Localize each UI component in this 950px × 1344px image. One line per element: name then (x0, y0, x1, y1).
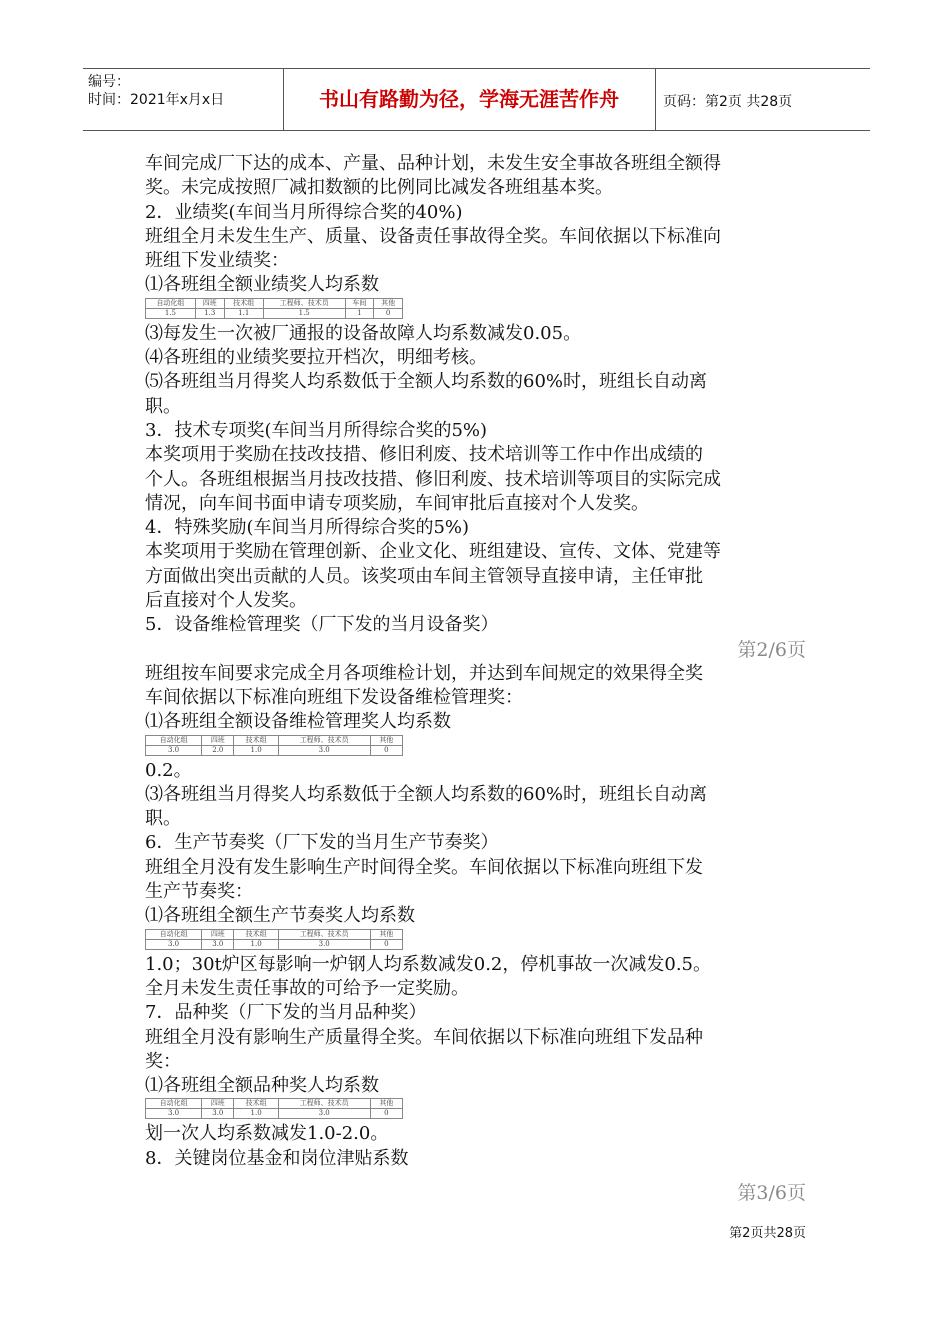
table-cell: 3.0 (278, 1109, 370, 1119)
table-cell: 自动化组 (146, 1099, 202, 1109)
table-cell: 四班 (195, 298, 224, 308)
list-item: ⑴各班组全额设备维检管理奖人均系数 (145, 711, 451, 733)
table-cell: 工程师、技术员 (278, 735, 370, 745)
page-footer: 第2页共28页 (729, 1226, 806, 1241)
text-line: 1.0；30t炉区每影响一炉钢人均系数减发0.2，停机事故一次减发0.5。 (145, 953, 712, 975)
table-header-row (146, 1099, 403, 1109)
table-cell: 工程师、技术员 (278, 929, 370, 939)
table-cell: 技术组 (234, 735, 278, 745)
header-page-label: 页码：第2页 共28页 (663, 94, 793, 110)
table-cell: 其他 (370, 735, 402, 745)
text-line: 方面做出突出贡献的人员。该奖项由车间主管领导直接申请，主任审批 (145, 565, 703, 587)
text-line: 奖： (145, 1050, 181, 1072)
table-row (146, 939, 403, 949)
section-heading: 5．设备维检管理奖（厂下发的当月设备奖） (145, 614, 499, 636)
list-item: ⑷各班组的业绩奖要拉开档次，明细考核。 (145, 347, 487, 369)
text-line: 0.2。 (145, 759, 192, 781)
table-cell: 四班 (202, 735, 234, 745)
doc-date-label: 时间：2021年x月x日 (88, 92, 225, 108)
table-header-row (146, 298, 403, 308)
table-cell: 3.0 (202, 1109, 234, 1119)
text-line: 情况，向车间书面申请专项奖励，车间审批后直接对个人发奖。 (145, 492, 649, 514)
table-row (146, 1109, 403, 1119)
table-cell: 1.5 (146, 308, 196, 318)
text-line: 生产节奏奖： (145, 881, 253, 903)
text-line: 划一次人均系数减发1.0-2.0。 (145, 1123, 389, 1145)
text-line: 后直接对个人发奖。 (145, 590, 307, 612)
section-heading: 7．品种奖（厂下发的当月品种奖） (145, 1002, 427, 1024)
coefficient-table-rhythm (145, 929, 403, 950)
list-item: ⑶每发生一次被厂通报的设备故障人均系数减发0.05。 (145, 322, 582, 344)
table-cell: 3.0 (146, 939, 202, 949)
table-cell: 1.3 (195, 308, 224, 318)
text-line: 车间依据以下标准向班组下发设备维检管理奖： (145, 686, 523, 708)
table-cell: 3.0 (146, 1109, 202, 1119)
table-cell: 1.5 (263, 308, 345, 318)
table-cell: 四班 (202, 929, 234, 939)
text-line: 职。 (145, 395, 181, 417)
table-cell: 技术组 (234, 1099, 278, 1109)
list-item: ⑴各班组全额品种奖人均系数 (145, 1075, 379, 1097)
table-cell: 1.1 (224, 308, 263, 318)
text-line: 全月未发生责任事故的可给予一定奖励。 (145, 977, 469, 999)
table-header-row (146, 735, 403, 745)
table-cell: 技术组 (224, 298, 263, 308)
text-line: 奖。未完成按照厂减扣数额的比例同比减发各班组基本奖。 (145, 177, 613, 199)
table-cell: 自动化组 (146, 298, 196, 308)
table-cell: 1.0 (234, 1109, 278, 1119)
text-line: 班组全月没有影响生产质量得全奖。车间依据以下标准向班组下发品种 (145, 1026, 703, 1048)
section-heading: 6．生产节奏奖（厂下发的当月生产节奏奖） (145, 832, 499, 854)
table-cell: 0 (370, 745, 402, 755)
table-cell: 其他 (370, 1099, 402, 1109)
table-row (146, 745, 403, 755)
doc-number-label: 编号： (88, 74, 130, 90)
inner-page-marker: 第3/6页 (737, 1181, 806, 1204)
coefficient-table-variety (145, 1098, 403, 1119)
list-item: ⑴各班组全额业绩奖人均系数 (145, 274, 379, 296)
header-meta (83, 69, 284, 130)
page-header (83, 68, 870, 131)
text-line: 车间完成厂下达的成本、产量、品种计划，未发生安全事故各班组全额得 (145, 153, 721, 174)
table-cell: 3.0 (202, 939, 234, 949)
table-cell: 工程师、技术员 (263, 298, 345, 308)
section-heading: 4．特殊奖励(车间当月所得综合奖的5%) (145, 517, 470, 539)
header-motto: 书山有路勤为径，学海无涯苦作舟 (283, 69, 656, 130)
table-cell: 2.0 (202, 745, 234, 755)
table-cell: 3.0 (278, 939, 370, 949)
coefficient-table-maintenance (145, 735, 403, 756)
inner-page-marker: 第2/6页 (737, 638, 806, 661)
table-cell: 1.0 (234, 939, 278, 949)
table-cell: 0 (374, 308, 403, 318)
table-cell: 工程师、技术员 (278, 1099, 370, 1109)
table-cell: 其他 (374, 298, 403, 308)
coefficient-table-performance (145, 298, 403, 319)
text-line: 本奖项用于奖励在技改技措、修旧利废、技术培训等工作中作出成绩的 (145, 444, 703, 466)
text-line: 本奖项用于奖励在管理创新、企业文化、班组建设、宣传、文体、党建等 (145, 541, 721, 563)
table-cell: 车间 (345, 298, 374, 308)
table-cell: 1.0 (234, 745, 278, 755)
table-cell: 四班 (202, 1099, 234, 1109)
section-heading: 8．关键岗位基金和岗位津贴系数 (145, 1147, 409, 1169)
table-row (146, 308, 403, 318)
list-item: ⑸各班组当月得奖人均系数低于全额人均系数的60%时，班组长自动离 (145, 371, 708, 393)
table-cell: 自动化组 (146, 929, 202, 939)
table-cell: 自动化组 (146, 735, 202, 745)
table-cell: 其他 (370, 929, 402, 939)
table-cell: 0 (370, 1109, 402, 1119)
list-item: ⑶各班组当月得奖人均系数低于全额人均系数的60%时，班组长自动离 (145, 783, 708, 805)
text-line: 班组按车间要求完成全月各项维检计划，并达到车间规定的效果得全奖 (145, 662, 703, 684)
text-line: 班组全月没有发生影响生产时间得全奖。车间依据以下标准向班组下发 (145, 856, 703, 878)
table-header-row (146, 929, 403, 939)
text-line: 个人。各班组根据当月技改技措、修旧利废、技术培训等项目的实际完成 (145, 468, 721, 490)
text-line: 职。 (145, 808, 181, 830)
table-cell: 1 (345, 308, 374, 318)
table-cell: 技术组 (234, 929, 278, 939)
list-item: ⑴各班组全额生产节奏奖人均系数 (145, 905, 415, 927)
table-cell: 3.0 (146, 745, 202, 755)
table-cell: 3.0 (278, 745, 370, 755)
table-cell: 0 (370, 939, 402, 949)
text-line: 班组全月未发生生产、质量、设备责任事故得全奖。车间依据以下标准向 (145, 225, 721, 247)
text-line: 班组下发业绩奖： (145, 250, 289, 272)
document-body (145, 152, 810, 1205)
section-heading: 3．技术专项奖(车间当月所得综合奖的5%) (145, 419, 488, 441)
section-heading: 2．业绩奖(车间当月所得综合奖的40%) (145, 201, 463, 223)
